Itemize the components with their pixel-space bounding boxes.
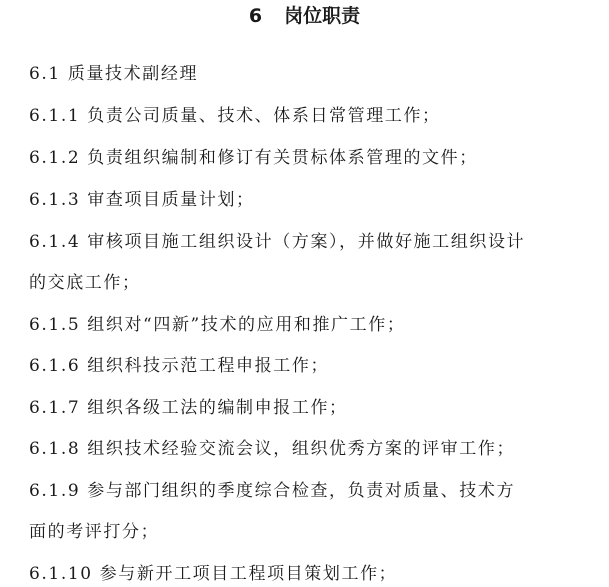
- duty-item-6-1-6: 6.1.6 组织科技示范工程申报工作；: [29, 356, 330, 376]
- duty-item-6-1-9-cont: 面的考评打分；: [29, 522, 160, 542]
- section-number: 6: [248, 5, 263, 27]
- section-heading: [0, 3, 609, 29]
- duty-item-6-1-8: 6.1.8 组织技术经验交流会议，组织优秀方案的评审工作；: [29, 439, 516, 459]
- duty-item-6-1-3: 6.1.3 审查项目质量计划；: [29, 190, 255, 210]
- duty-item-6-1-7: 6.1.7 组织各级工法的编制申报工作；: [29, 398, 348, 418]
- duty-item-6-1-2: 6.1.2 负责组织编制和修订有关贯标体系管理的文件；: [29, 148, 478, 168]
- duty-item-6-1-4: 6.1.4 审核项目施工组织设计（方案），并做好施工组织设计: [29, 232, 526, 252]
- duty-item-6-1-1: 6.1.1 负责公司质量、技术、体系日常管理工作；: [29, 106, 441, 126]
- duty-item-6-1-10: 6.1.10 参与新开工项目工程项目策划工作；: [29, 564, 398, 584]
- duty-item-6-1-4-cont: 的交底工作；: [29, 273, 141, 293]
- section-title: 岗位职责: [284, 5, 361, 27]
- subsection-title: 6.1 质量技术副经理: [29, 64, 199, 84]
- duty-item-6-1-5: 6.1.5 组织对“四新”技术的应用和推广工作；: [29, 315, 406, 335]
- duty-item-6-1-9: 6.1.9 参与部门组织的季度综合检查，负责对质量、技术方: [29, 481, 516, 501]
